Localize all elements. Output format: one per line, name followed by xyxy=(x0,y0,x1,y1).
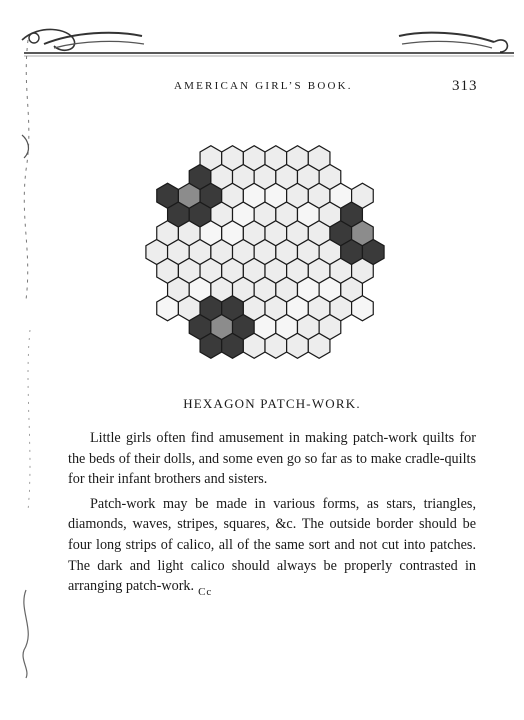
page-number: 313 xyxy=(452,78,478,94)
figure-caption: HEXAGON PATCH-WORK. xyxy=(183,396,361,411)
running-head xyxy=(0,78,524,98)
hexagon-patchwork-illustration xyxy=(140,140,390,365)
paragraph-1: Little girls often find amusement in making patch-work quilts for the beds of their dolls, and some even go so far as to make cradle-quilts for their infant brothers and sisters. xyxy=(68,430,476,488)
body-text xyxy=(68,428,476,602)
top-ornament-rule xyxy=(14,22,514,62)
hexagon-patch xyxy=(352,296,374,321)
paragraph-2 xyxy=(68,494,476,598)
hexagon-patch xyxy=(352,183,374,208)
running-title: AMERICAN GIRL’S BOOK. xyxy=(174,80,353,92)
hexagon-patch xyxy=(362,240,384,265)
signature-mark: Cc xyxy=(198,586,213,599)
left-margin-ornament xyxy=(14,30,44,680)
paragraph-2-text: Patch-work may be made in various forms, as stars, triangles, diamonds, waves, stripes, squares, &c. The outside border should be four long strips of calico, all of the same sort and not cut into patches. The dark and light calico should always be properly contrasted in arranging patch-work. xyxy=(68,495,476,595)
